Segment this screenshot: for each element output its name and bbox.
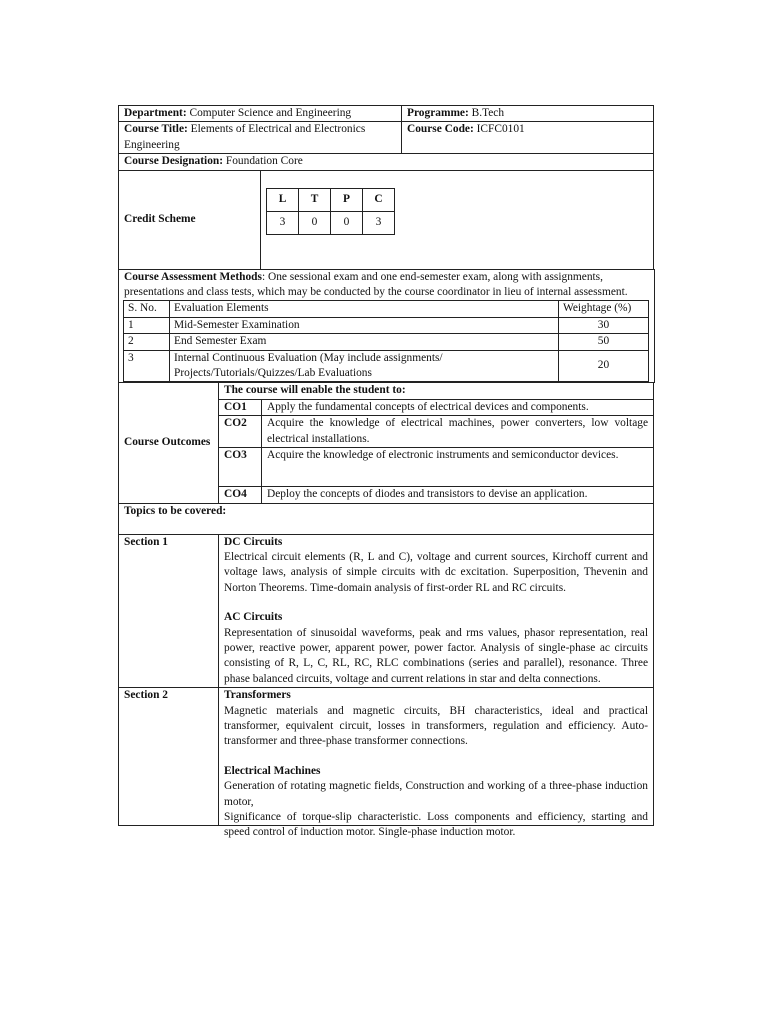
ltpc-value-l: 3 xyxy=(267,211,299,234)
assessment-table xyxy=(118,269,655,384)
designation-cell: Course Designation: Foundation Core xyxy=(119,154,654,170)
ltpc-header-l: L xyxy=(267,188,299,211)
topic-title: Transformers xyxy=(224,689,291,702)
topic-title: DC Circuits xyxy=(224,535,283,548)
eval-col-weightage: Weightage (%) xyxy=(559,301,649,317)
topic-text: Magnetic materials and magnetic circuits, BH characteristics, ideal and practical transformer, equivalent circuit, losses in transformers, regulation and efficiency. Auto-transformer and three-phase transformer connections. xyxy=(224,704,648,748)
topic-title: AC Circuits xyxy=(224,611,283,624)
designation-value: Foundation Core xyxy=(225,155,303,168)
section-2-content xyxy=(219,688,654,839)
table-row: CO4 Deploy the concepts of diodes and transistors to devise an application. xyxy=(119,487,654,503)
table-row: CO3 Acquire the knowledge of electronic instruments and semiconductor devices. xyxy=(119,448,654,487)
table-row: CO1 Apply the fundamental concepts of electrical devices and components. xyxy=(119,399,654,415)
ltpc-value-p: 0 xyxy=(331,211,363,234)
course-title-value: Elements of Electrical and Electronics Engineering xyxy=(124,123,366,151)
topics-table xyxy=(118,503,654,839)
department-cell: Department: Computer Science and Engineering xyxy=(119,106,402,122)
credit-scheme-label: Credit Scheme xyxy=(119,170,261,269)
course-info-table xyxy=(118,105,654,154)
ltpc-value-t: 0 xyxy=(299,211,331,234)
outcomes-intro: The course will enable the student to: xyxy=(219,383,654,399)
designation-table xyxy=(118,153,654,170)
syllabus-page xyxy=(118,105,654,839)
ltpc-header-t: T xyxy=(299,188,331,211)
credit-table xyxy=(118,170,654,270)
ltpc-header-c: C xyxy=(363,188,395,211)
section-2-label: Section 2 xyxy=(119,688,219,826)
course-code-value: ICFC0101 xyxy=(476,123,525,136)
topics-heading: Topics to be covered: xyxy=(119,503,654,534)
eval-col-elements: Evaluation Elements xyxy=(170,301,559,317)
outcomes-table xyxy=(118,382,654,503)
eval-col-sno: S. No. xyxy=(124,301,170,317)
course-title-cell: Course Title: Elements of Electrical and Electronics Engineering xyxy=(119,122,402,154)
programme-cell: Programme: B.Tech xyxy=(402,106,654,122)
topic-text: Electrical circuit elements (R, L and C), voltage and current sources, Kirchoff current and voltage laws, analysis of simple circuits with dc excitation. Superposition, Thevenin and Norton Theorems. Time-domain analysis of first-order RL and RC circuits. xyxy=(224,550,648,594)
table-row: 3 Internal Continuous Evaluation (May include assignments/ Projects/Tutorials/Quizzes/Lab Evaluations 20 xyxy=(124,350,649,382)
ltpc-table xyxy=(266,188,395,235)
department-value: Computer Science and Engineering xyxy=(189,107,352,119)
topic-text: Generation of rotating magnetic fields, Construction and working of a three-phase induction motor, xyxy=(224,780,648,808)
section-1-content xyxy=(219,534,654,688)
assessment-text: Course Assessment Methods: One sessional exam and one end-semester exam, along with assignments, presentations and class tests, which may be conducted by the course coordinator in lieu of internal assessment. xyxy=(124,270,628,299)
topic-text: Representation of sinusoidal waveforms, peak and rms values, phasor representation, real power, reactive power, apparent power, power factor. Analysis of single-phase ac circuits consisting of R, L, C, RL, RC, RLC combinations (series and parallel), resonance. Three phase balanced circuits, voltage and current relations in star and delta connections. xyxy=(224,626,648,685)
ltpc-header-p: P xyxy=(331,188,363,211)
table-row: 1 Mid-Semester Examination 30 xyxy=(124,317,649,333)
table-row: CO2 Acquire the knowledge of electrical machines, power converters, low voltage electrical installations. xyxy=(119,416,654,448)
course-code-cell: Course Code: ICFC0101 xyxy=(402,122,654,154)
section-1-row xyxy=(119,534,654,688)
ltpc-value-c: 3 xyxy=(363,211,395,234)
section-2-row xyxy=(119,688,654,826)
programme-value: B.Tech xyxy=(471,107,505,119)
evaluation-table xyxy=(123,300,649,382)
table-row: 2 End Semester Exam 50 xyxy=(124,334,649,350)
section-1-label: Section 1 xyxy=(119,534,219,688)
topic-text: Significance of torque-slip characteristic. Loss components and efficiency, starting and speed control of induction motor. Single-phase induction motor. xyxy=(224,811,648,839)
course-outcomes-label: Course Outcomes xyxy=(119,383,219,503)
assessment-cell xyxy=(119,269,655,383)
topic-title: Electrical Machines xyxy=(224,764,321,777)
